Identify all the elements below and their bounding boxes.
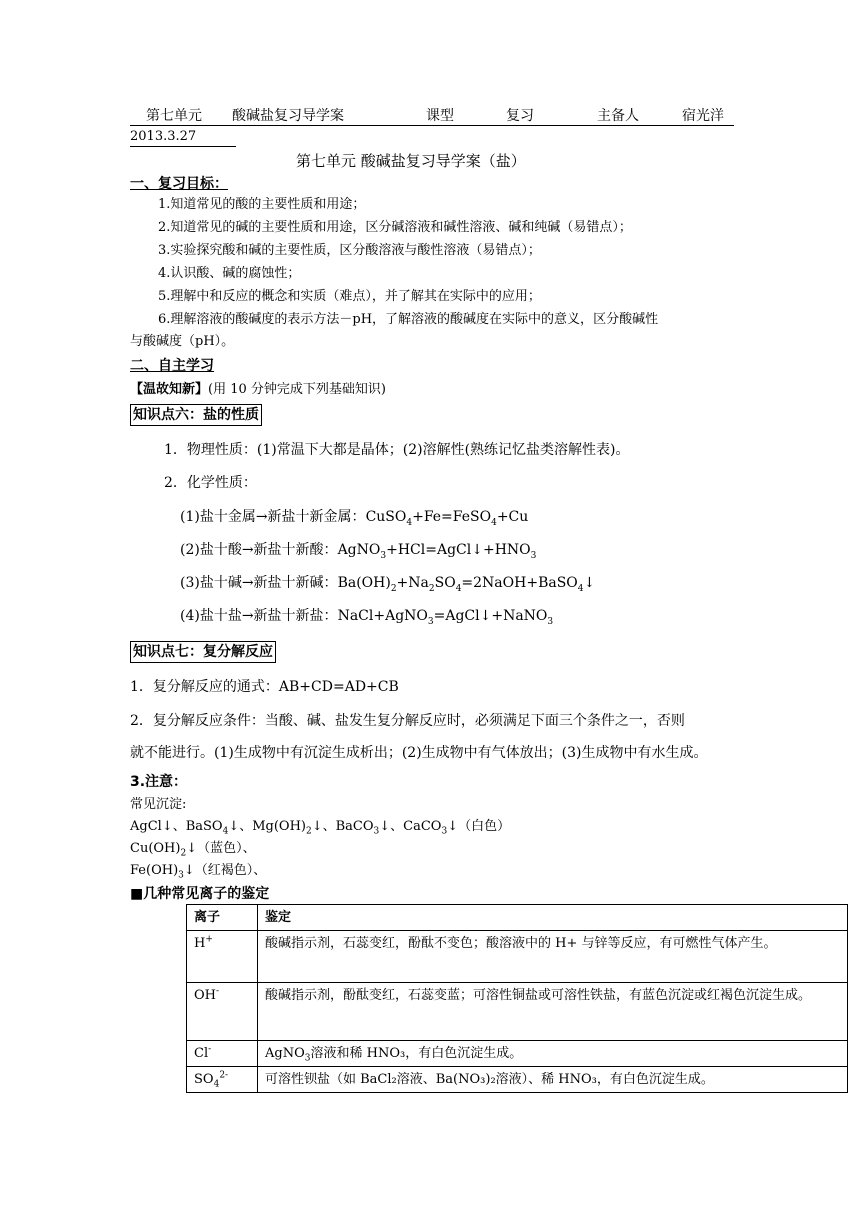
red-brown-precipitate: $Fe(OH)_3↓$（红褐色）、	[130, 863, 267, 881]
table-row	[187, 983, 848, 1041]
header-author-value: 宿光洋	[682, 108, 724, 124]
color-label: （红褐色）、	[194, 863, 267, 878]
ion-cell: $SO_4^{2-}$	[187, 1067, 258, 1093]
header-underline	[130, 125, 734, 126]
reaction-label: (2)盐十酸→新盐十新酸：	[180, 542, 338, 558]
objective-item: 与酸碱度（pH）。	[130, 334, 235, 349]
ion-identification-table	[186, 904, 848, 1093]
review-line	[130, 381, 386, 399]
objective-item: 1.知道常见的酸的主要性质和用途；	[158, 197, 366, 212]
ion-cell: OH-	[187, 983, 258, 1041]
reaction-salt-base: (3)盐十碱→新盐十新碱：$Ba(OH)_2+Na_2SO_4=2NaOH+BaSO_4↓$	[180, 575, 596, 594]
header-unit: 第七单元	[146, 108, 202, 124]
reaction-label: (4)盐十盐→新盐十新盐：	[180, 608, 338, 624]
white-precipitates: AgCl↓、BaSO$_4$↓、$Mg(OH)_2↓$、BaCO$_3$↓、CaCO$_3$↓（白色）	[130, 819, 511, 837]
header-date: 2013.3.27	[130, 129, 197, 144]
test-cell: 酸碱指示剂，石蕊变红，酚酞不变色；酸溶液中的 H+ 与锌等反应，有可燃性气体产生。	[258, 931, 848, 983]
column-header-test: 鉴定	[258, 905, 848, 931]
double-displacement-formula: 1．复分解反应的通式：AB+CD=AD+CB	[130, 679, 399, 695]
objective-item: 6.理解溶液的酸碱度的表示方法－pH，了解溶液的酸碱度在实际中的意义，区分酸碱性	[158, 312, 659, 327]
physical-properties: 1．物理性质：(1)常温下大都是晶体；(2)溶解性(熟练记忆盐类溶解性表)。	[164, 442, 630, 458]
objective-item: 3.实验探究酸和碱的主要性质，区分酸溶液与酸性溶液（易错点）；	[158, 243, 541, 258]
date-underline	[130, 146, 236, 147]
color-label: （蓝色）、	[197, 841, 256, 856]
table-row	[187, 1067, 848, 1093]
review-label: 【温故知新】	[130, 382, 209, 397]
reaction-label: (1)盐十金属→新盐十新金属：	[180, 509, 366, 525]
test-cell: 酸碱指示剂，酚酞变红，石蕊变蓝；可溶性铜盐或可溶性铁盐，有蓝色沉淀或红褐色沉淀生成。	[258, 983, 848, 1041]
reaction-salt-metal: (1)盐十金属→新盐十新金属：CuSO$_4$+Fe=FeSO$_4$+Cu	[180, 509, 529, 528]
note-heading: 3.注意：	[130, 774, 188, 790]
header-type-value: 复习	[506, 108, 534, 124]
knowledge-point-6-title: 知识点六：盐的性质	[130, 404, 262, 426]
reaction-salt-acid: (2)盐十酸→新盐十新酸：$AgNO_3+HCl=AgCl↓+HNO_3$	[180, 542, 537, 561]
chemical-properties-heading: 2．化学性质：	[164, 475, 257, 491]
reaction-salt-salt: (4)盐十盐→新盐十新盐：NaCl+AgNO$_3$=AgCl↓+NaNO$_3$	[180, 608, 554, 627]
double-displacement-conditions: 2．复分解反应条件：当酸、碱、盐发生复分解反应时，必须满足下面三个条件之一，否则	[130, 713, 685, 729]
review-note: (用 10 分钟完成下列基础知识)	[208, 382, 386, 397]
header-type-label: 课型	[426, 108, 454, 124]
table-row	[187, 905, 848, 931]
knowledge-point-7-title: 知识点七：复分解反应	[130, 641, 276, 663]
table-row	[187, 931, 848, 983]
section-objectives-heading: 一、复习目标：	[130, 176, 228, 192]
objective-item: 2.知道常见的碱的主要性质和用途，区分碱溶液和碱性溶液、碱和纯碱（易错点）；	[158, 220, 632, 235]
test-cell: 可溶性钡盐（如 BaCl₂溶液、Ba(NO₃)₂溶液）、稀 HNO₃，有白色沉淀生成。	[258, 1067, 848, 1093]
ion-identification-heading: ■几种常见离子的鉴定	[130, 886, 270, 902]
header-author-label: 主备人	[597, 108, 639, 124]
precipitate-heading: 常见沉淀:	[130, 797, 187, 812]
column-header-ion: 离子	[187, 905, 258, 931]
double-displacement-conditions-cont: 就不能进行。(1)生成物中有沉淀生成析出；(2)生成物中有气体放出；(3)生成物中有水生成。	[130, 745, 708, 761]
objective-item: 5.理解中和反应的概念和实质（难点），并了解其在实际中的应用；	[158, 289, 541, 304]
section-self-study-heading: 二、自主学习	[130, 358, 214, 374]
blue-precipitate: $Cu(OH)_2↓$（蓝色）、	[130, 841, 256, 859]
test-cell: AgNO$_3$溶液和稀 HNO₃，有白色沉淀生成。	[258, 1041, 848, 1067]
ion-cell: H+	[187, 931, 258, 983]
ion-cell: Cl-	[187, 1041, 258, 1067]
color-label: （白色）	[458, 819, 511, 834]
document-title: 第七单元 酸碱盐复习导学案（盐）	[296, 152, 526, 170]
header-title: 酸碱盐复习导学案	[232, 108, 344, 124]
reaction-label: (3)盐十碱→新盐十新碱：	[180, 575, 338, 591]
table-row	[187, 1041, 848, 1067]
test-text: 溶液和稀 HNO₃，有白色沉淀生成。	[310, 1046, 523, 1061]
objective-item: 4.认识酸、碱的腐蚀性；	[158, 266, 301, 281]
